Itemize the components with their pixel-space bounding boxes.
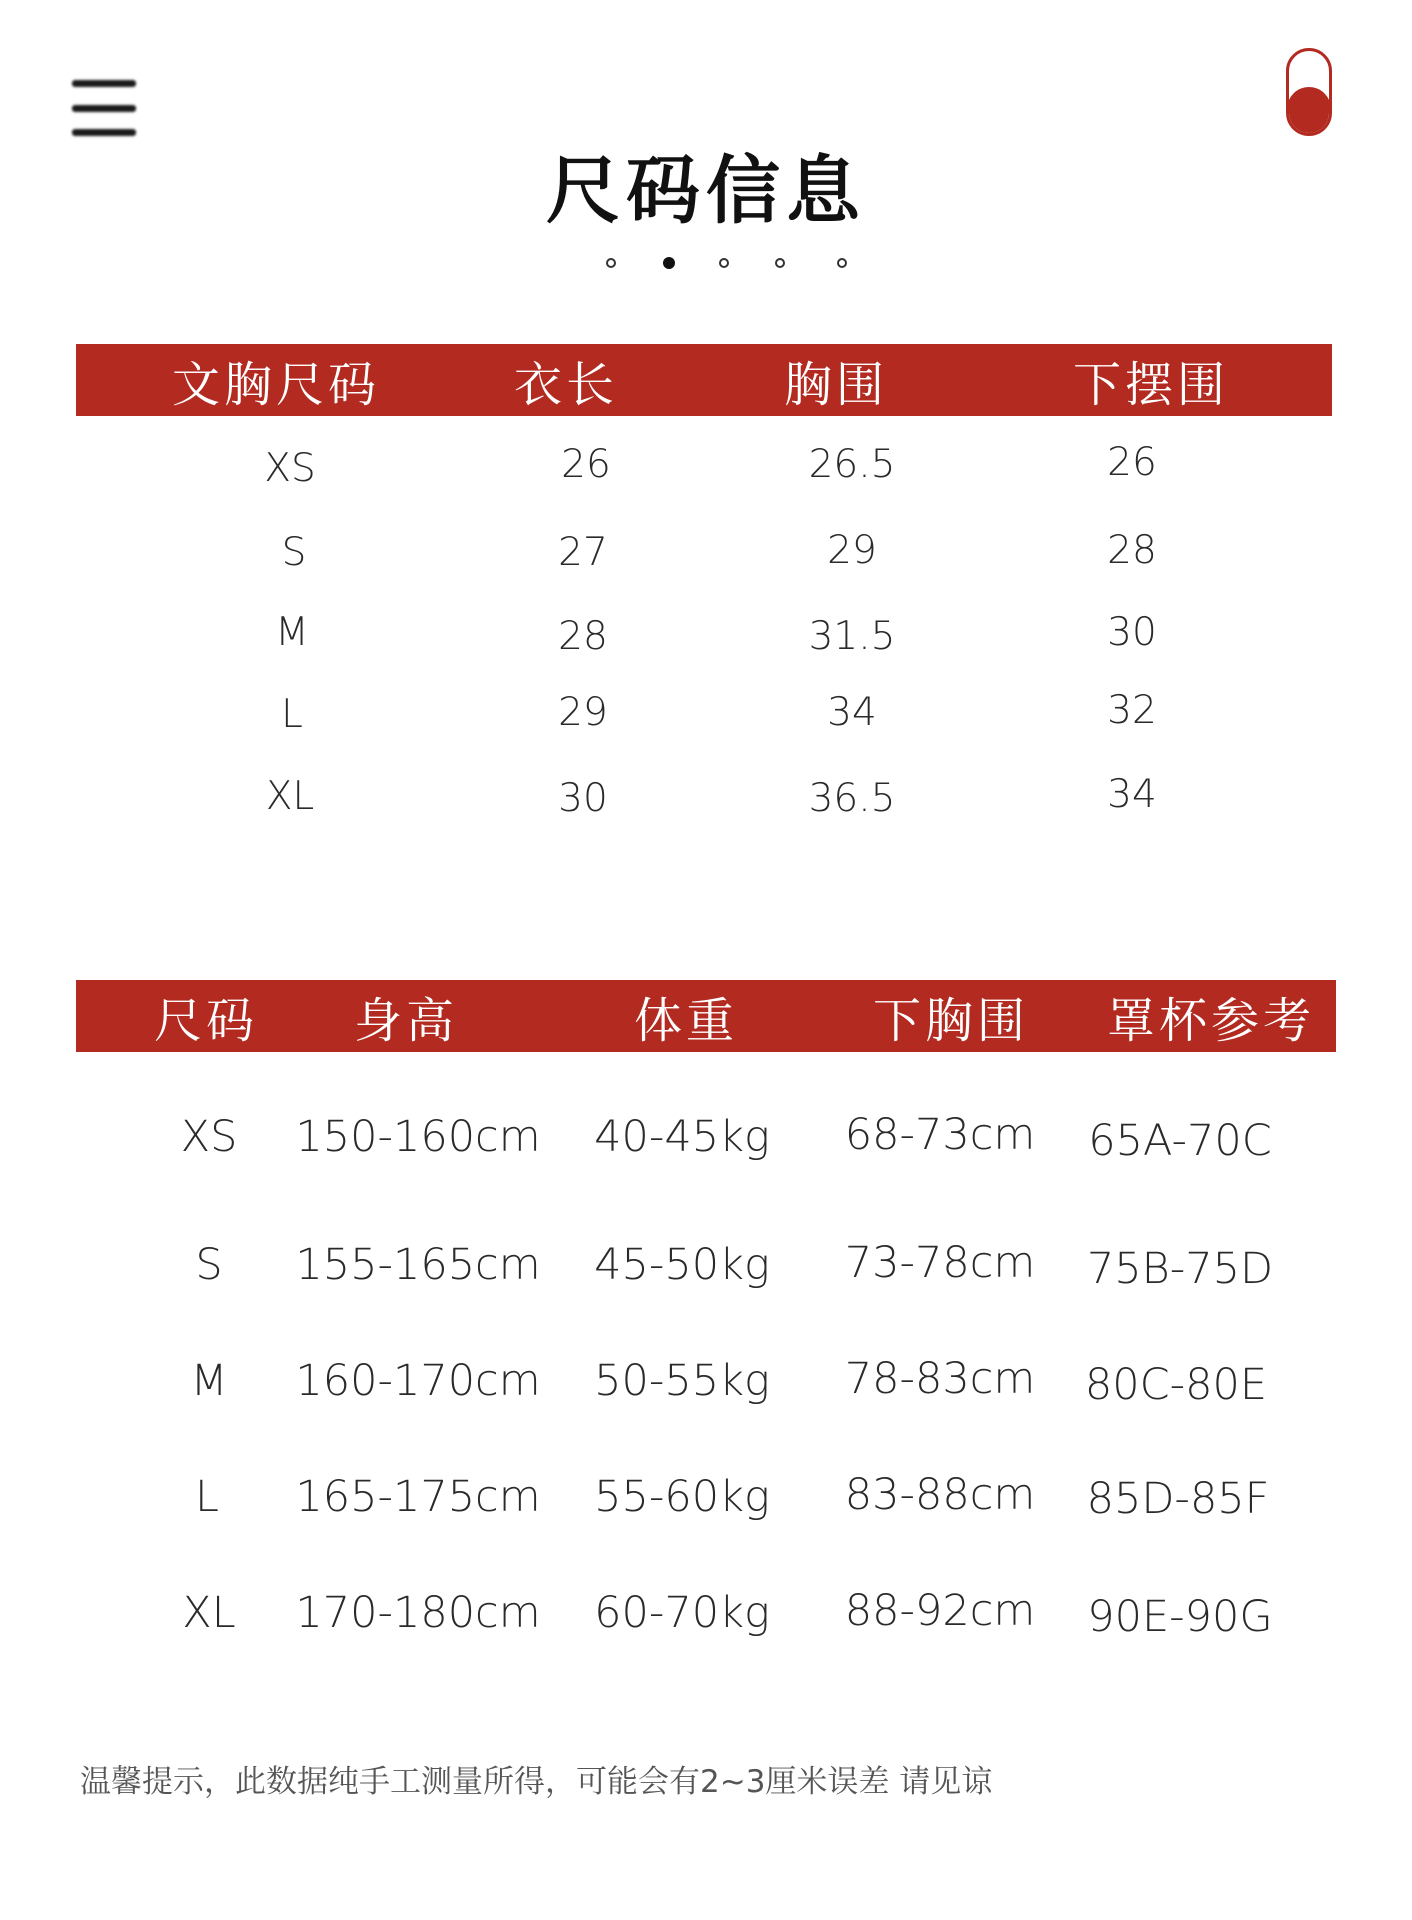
table2-cell: 75B-75D bbox=[1086, 1244, 1274, 1294]
table1-cell: 28 bbox=[1107, 528, 1157, 573]
table1-cell: L bbox=[281, 692, 303, 737]
table2-header-height: 身高 bbox=[353, 992, 458, 1049]
table2-cell: 160-170cm bbox=[295, 1356, 541, 1406]
pager-dot[interactable] bbox=[837, 258, 847, 268]
table2-cell: S bbox=[195, 1240, 223, 1290]
table2-header bbox=[76, 980, 1336, 1052]
table2-cell: 68-73cm bbox=[844, 1110, 1036, 1160]
pager-dot[interactable] bbox=[719, 258, 729, 268]
menu-icon[interactable] bbox=[72, 80, 136, 136]
table2-cell: 80C-80E bbox=[1084, 1360, 1268, 1410]
tip-note: 温馨提示，此数据纯手工测量所得，可能会有2~3厘米误差 请见谅 bbox=[80, 1764, 993, 1800]
table1-cell: 34 bbox=[827, 690, 877, 735]
table1-cell: XL bbox=[265, 774, 315, 819]
table2-cell: 85D-85F bbox=[1086, 1474, 1270, 1524]
table1-cell: 29 bbox=[558, 690, 608, 735]
table1-cell: 36.5 bbox=[808, 776, 896, 821]
toggle-knob bbox=[1287, 87, 1331, 135]
page-title: 尺码信息 bbox=[546, 148, 866, 234]
table2-cell: 170-180cm bbox=[295, 1588, 541, 1638]
table2-cell: 88-92cm bbox=[844, 1586, 1036, 1636]
table1-cell: 26 bbox=[1107, 440, 1157, 485]
table2-cell: 78-83cm bbox=[844, 1354, 1036, 1404]
table2-cell: XL bbox=[182, 1588, 236, 1638]
table1-cell: 28 bbox=[558, 614, 608, 659]
table1-cell: XS bbox=[264, 446, 316, 491]
table2-cell: 83-88cm bbox=[844, 1470, 1036, 1520]
table1-cell: 31.5 bbox=[808, 614, 896, 659]
table2-cell: 45-50kg bbox=[594, 1240, 770, 1290]
table1-cell: 26 bbox=[561, 442, 611, 487]
pager-dots bbox=[0, 258, 1412, 272]
table1-cell: S bbox=[281, 530, 307, 575]
table2-cell: 40-45kg bbox=[594, 1112, 770, 1162]
table1-header bbox=[76, 344, 1332, 416]
table1-cell: 30 bbox=[558, 776, 608, 821]
table1-cell: 32 bbox=[1107, 688, 1157, 733]
pager-dot-active[interactable] bbox=[663, 257, 675, 269]
table2-header-size: 尺码 bbox=[153, 992, 258, 1049]
table2-cell: 73-78cm bbox=[844, 1238, 1036, 1288]
table2-cell: 90E-90G bbox=[1087, 1592, 1273, 1642]
table2-cell: 65A-70C bbox=[1088, 1116, 1272, 1166]
table2-cell: M bbox=[190, 1356, 228, 1406]
table1-header-bust: 胸围 bbox=[783, 356, 888, 413]
table1-header-hem: 下摆围 bbox=[1072, 356, 1229, 413]
table2-cell: XS bbox=[180, 1112, 238, 1162]
table1-header-length: 衣长 bbox=[513, 356, 618, 413]
table2-header-weight: 体重 bbox=[633, 992, 738, 1049]
table1-cell: 27 bbox=[558, 530, 608, 575]
table1-cell: 26.5 bbox=[808, 442, 896, 487]
pager-dot[interactable] bbox=[606, 258, 616, 268]
toggle-icon[interactable] bbox=[1286, 48, 1332, 136]
table2-cell: 60-70kg bbox=[594, 1588, 770, 1638]
table2-cell: 165-175cm bbox=[295, 1472, 541, 1522]
table1-header-size: 文胸尺码 bbox=[172, 356, 381, 413]
table2-header-underbust: 下胸围 bbox=[872, 992, 1029, 1049]
table1-cell: 30 bbox=[1107, 610, 1157, 655]
table2-cell: 150-160cm bbox=[295, 1112, 541, 1162]
table2-cell: 55-60kg bbox=[594, 1472, 770, 1522]
table1-cell: 29 bbox=[827, 528, 877, 573]
table1-cell: M bbox=[275, 610, 309, 655]
table2-header-cup: 罩杯参考 bbox=[1106, 992, 1315, 1049]
table2-cell: 155-165cm bbox=[295, 1240, 541, 1290]
table1-cell: 34 bbox=[1107, 772, 1157, 817]
table2-cell: 50-55kg bbox=[594, 1356, 770, 1406]
table2-cell: L bbox=[195, 1472, 219, 1522]
pager-dot[interactable] bbox=[775, 258, 785, 268]
